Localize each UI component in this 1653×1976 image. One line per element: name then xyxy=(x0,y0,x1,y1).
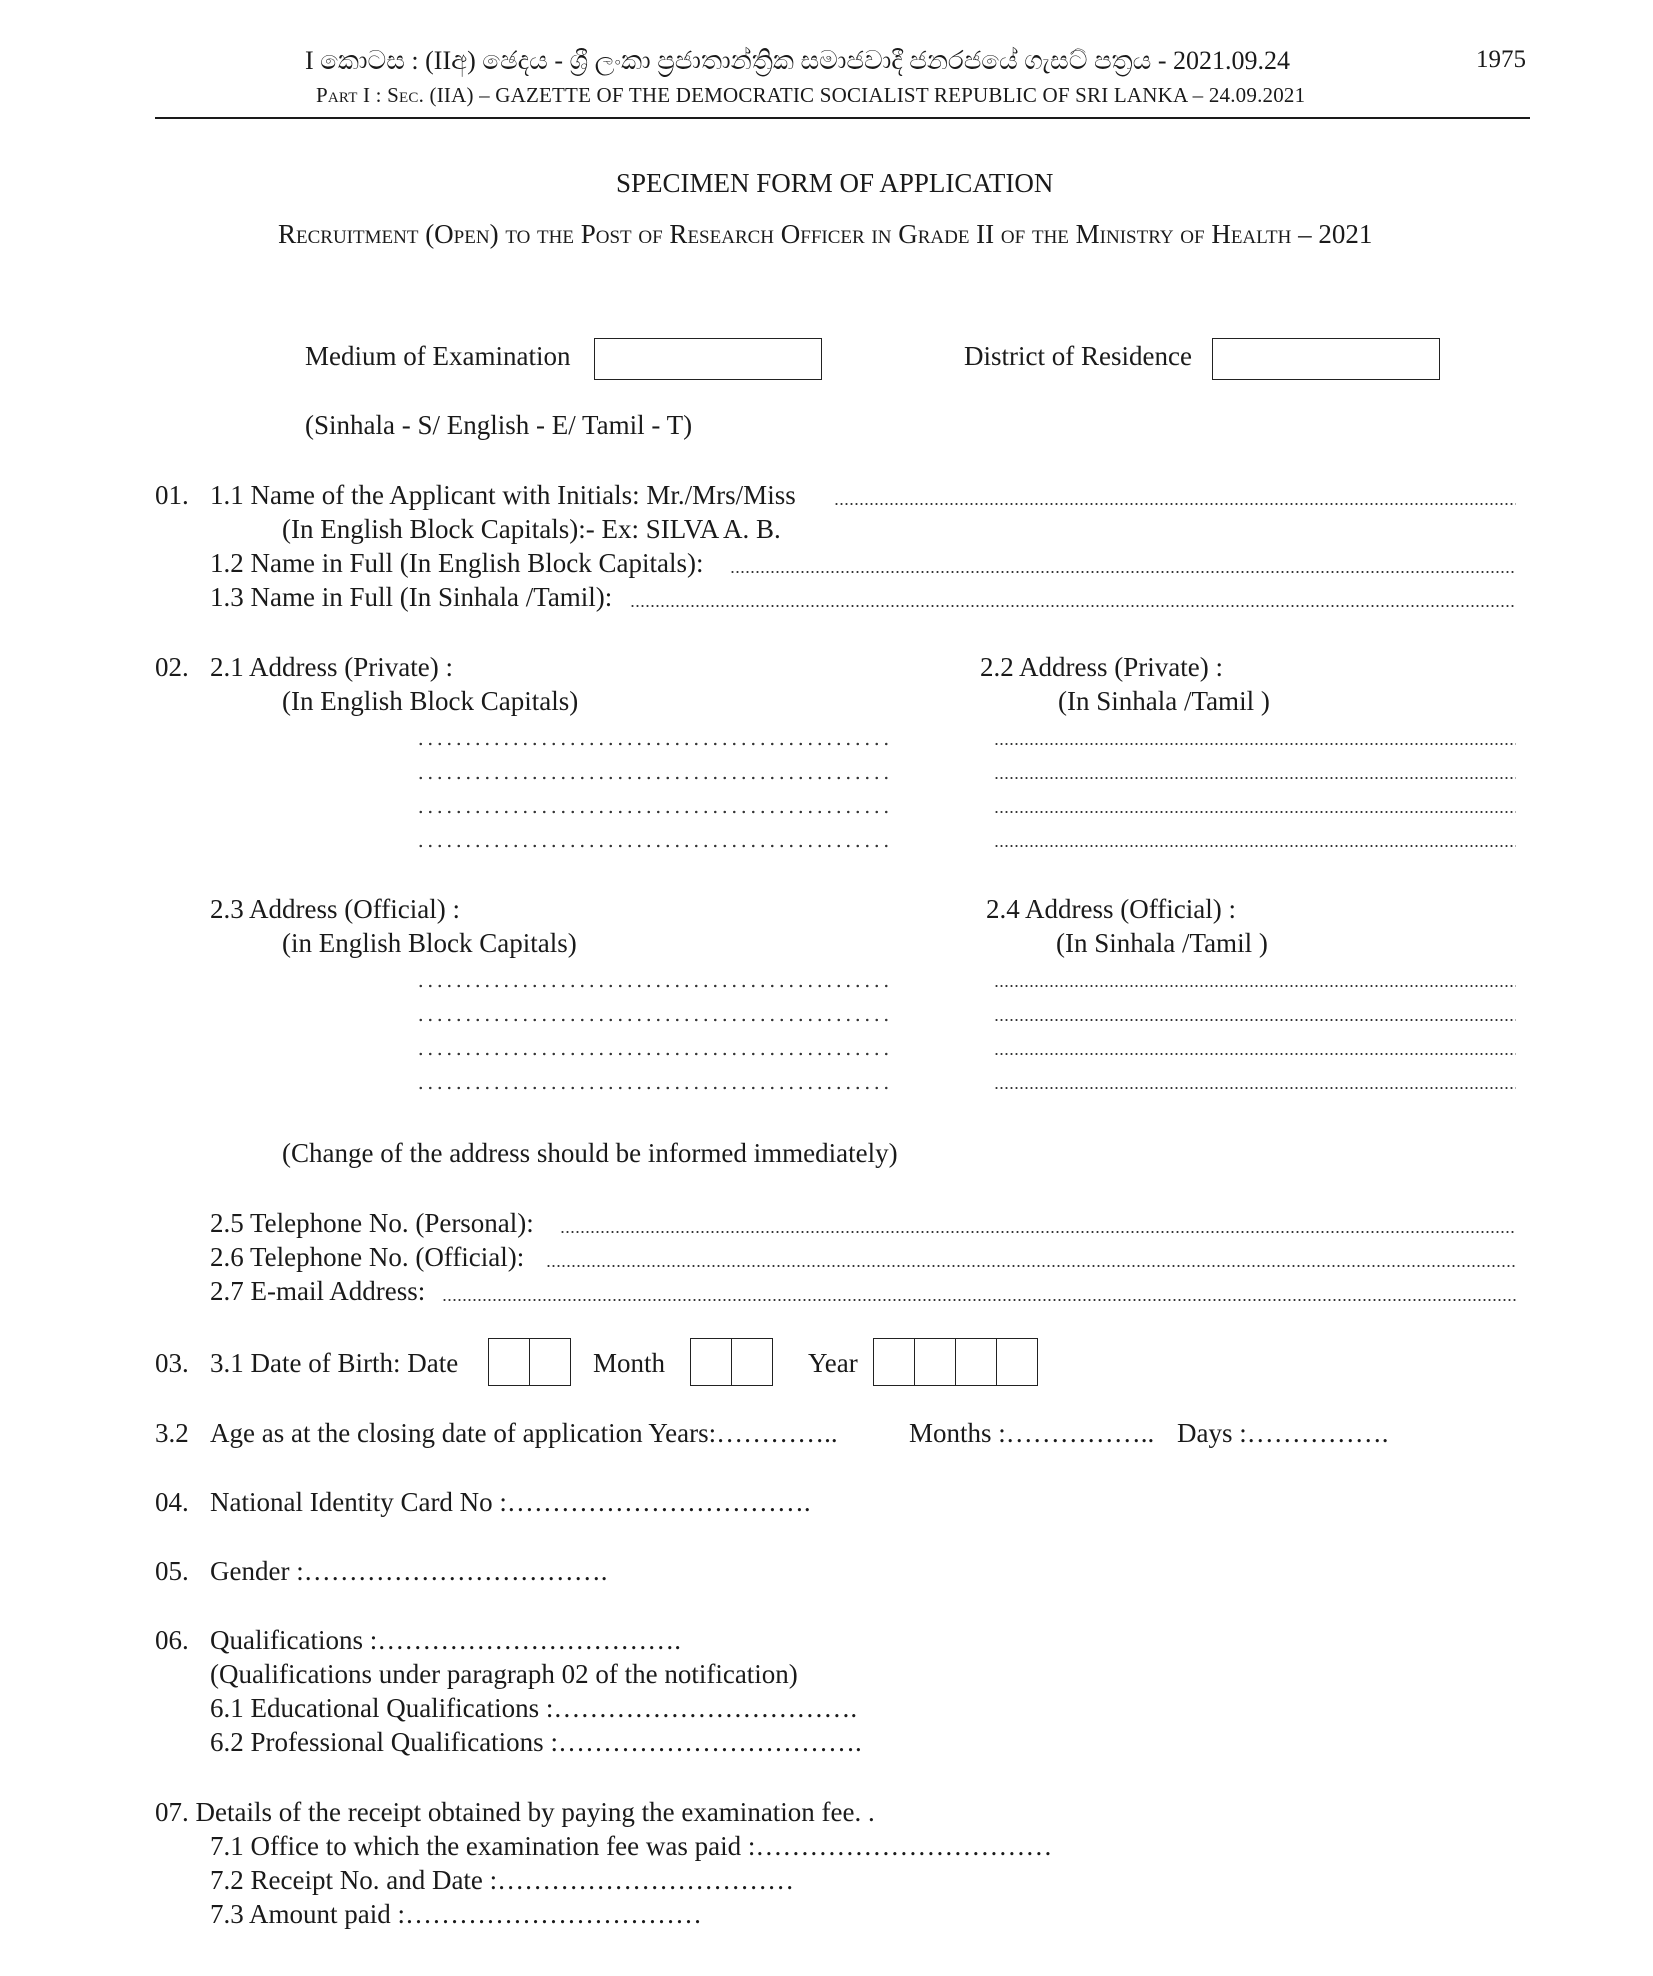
dob-year-cell[interactable] xyxy=(915,1339,956,1385)
dob-month-boxes[interactable] xyxy=(690,1338,773,1386)
q1-2-label: 1.2 Name in Full (In English Block Capitals): xyxy=(210,548,704,578)
q1-3-fill-line[interactable] xyxy=(630,604,1516,608)
q2-3-address-line-2[interactable] xyxy=(416,1018,890,1022)
q2-6-fill-line[interactable] xyxy=(546,1264,1516,1268)
dob-month-cell[interactable] xyxy=(732,1339,772,1385)
q3-2-age-years[interactable]: Age as at the closing date of application Years:………….. xyxy=(210,1418,838,1448)
q2-4-address-line-4[interactable] xyxy=(994,1086,1516,1090)
q2-1-address-line-1[interactable] xyxy=(416,742,890,746)
q2-2-address-line-2[interactable] xyxy=(994,776,1516,780)
medium-hint: (Sinhala - S/ English - E/ Tamil - T) xyxy=(305,410,693,440)
section-05-number: 05. xyxy=(155,1556,189,1586)
q2-4-address-line-2[interactable] xyxy=(994,1018,1516,1022)
medium-label: Medium of Examination xyxy=(305,341,571,371)
section-04-number: 04. xyxy=(155,1487,189,1517)
medium-input-box[interactable] xyxy=(594,338,822,380)
qualifications-field[interactable]: Qualifications :……………………………. xyxy=(210,1625,681,1655)
dob-year-label: Year xyxy=(808,1348,858,1378)
dob-year-cell[interactable] xyxy=(997,1339,1037,1385)
q3-2-number: 3.2 xyxy=(155,1418,189,1448)
dob-date-cell[interactable] xyxy=(530,1339,570,1385)
q2-4-label: 2.4 Address (Official) : xyxy=(986,894,1236,924)
q7-2-receipt-field[interactable]: 7.2 Receipt No. and Date :…………………………… xyxy=(210,1865,795,1895)
q2-7-label: 2.7 E-mail Address: xyxy=(210,1276,426,1306)
q2-1-address-line-4[interactable] xyxy=(416,844,890,848)
q2-5-label: 2.5 Telephone No. (Personal): xyxy=(210,1208,534,1238)
address-change-note: (Change of the address should be informed immediately) xyxy=(282,1138,898,1168)
gender-field[interactable]: Gender :……………………………. xyxy=(210,1556,608,1586)
q3-2-age-months[interactable]: Months :…………….. xyxy=(909,1418,1155,1448)
q2-3-label: 2.3 Address (Official) : xyxy=(210,894,460,924)
q2-3-address-line-1[interactable] xyxy=(416,984,890,988)
q2-1-address-line-2[interactable] xyxy=(416,776,890,780)
dob-year-cell[interactable] xyxy=(956,1339,997,1385)
q2-1-label: 2.1 Address (Private) : xyxy=(210,652,453,682)
q7-3-amount-field[interactable]: 7.3 Amount paid :…………………………… xyxy=(210,1899,702,1929)
q6-2-professional-field[interactable]: 6.2 Professional Qualifications :……………………………. xyxy=(210,1727,862,1757)
q1-3-label: 1.3 Name in Full (In Sinhala /Tamil): xyxy=(210,582,613,612)
q1-1-label: 1.1 Name of the Applicant with Initials: Mr./Mrs/Miss xyxy=(210,480,796,510)
form-title: SPECIMEN FORM OF APPLICATION xyxy=(616,168,1054,198)
district-input-box[interactable] xyxy=(1212,338,1440,380)
q7-1-office-field[interactable]: 7.1 Office to which the examination fee was paid :…………………………… xyxy=(210,1831,1053,1861)
header-english-line: Part I : Sec. (IIA) – GAZETTE OF THE DEMOCRATIC SOCIALIST REPUBLIC OF SRI LANKA – 24.09.2021 xyxy=(316,83,1306,107)
dob-month-cell[interactable] xyxy=(691,1339,732,1385)
q6-1-educational-field[interactable]: 6.1 Educational Qualifications :……………………………. xyxy=(210,1693,858,1723)
q2-2-address-line-1[interactable] xyxy=(994,742,1516,746)
q2-2-label: 2.2 Address (Private) : xyxy=(980,652,1223,682)
section-01-number: 01. xyxy=(155,480,189,510)
dob-month-label: Month xyxy=(593,1348,666,1378)
q2-4-hint: (In Sinhala /Tamil ) xyxy=(1056,928,1268,958)
q1-2-fill-line[interactable] xyxy=(730,570,1516,574)
nic-number-field[interactable]: National Identity Card No :……………………………. xyxy=(210,1487,811,1517)
q2-2-hint: (In Sinhala /Tamil ) xyxy=(1058,686,1270,716)
q2-1-hint: (In English Block Capitals) xyxy=(282,686,579,716)
q2-1-address-line-3[interactable] xyxy=(416,810,890,814)
q1-1-fill-line[interactable] xyxy=(834,502,1516,506)
qualifications-hint: (Qualifications under paragraph 02 of the notification) xyxy=(210,1659,798,1689)
q1-1-hint: (In English Block Capitals):- Ex: SILVA A. B. xyxy=(282,514,781,544)
dob-year-cell[interactable] xyxy=(874,1339,915,1385)
q2-2-address-line-4[interactable] xyxy=(994,844,1516,848)
q2-4-address-line-1[interactable] xyxy=(994,984,1516,988)
page-number: 1975 xyxy=(1476,46,1526,73)
dob-date-boxes[interactable] xyxy=(488,1338,571,1386)
form-subtitle: Recruitment (Open) to the Post of Research Officer in Grade II of the Ministry of Health – 2021 xyxy=(278,219,1373,249)
q2-7-fill-line[interactable] xyxy=(442,1298,1516,1302)
header-sinhala-line: I කොටස : (IIඅ) ඡෙදය - ශ්‍රී ලංකා ප්‍රජාතාන්ත්‍රික සමාජවාදී ජනරජයේ ගැසට් පත්‍රය - 2021.09.24 xyxy=(305,46,1291,75)
dob-year-boxes[interactable] xyxy=(873,1338,1038,1386)
q2-2-address-line-3[interactable] xyxy=(994,810,1516,814)
section-02-number: 02. xyxy=(155,652,189,682)
q2-6-label: 2.6 Telephone No. (Official): xyxy=(210,1242,525,1272)
q2-3-hint: (in English Block Capitals) xyxy=(282,928,577,958)
section-07-label: 07. Details of the receipt obtained by paying the examination fee. . xyxy=(155,1797,875,1827)
q3-1-label: 3.1 Date of Birth: Date xyxy=(210,1348,459,1378)
district-label: District of Residence xyxy=(964,341,1192,371)
section-06-number: 06. xyxy=(155,1625,189,1655)
q2-5-fill-line[interactable] xyxy=(560,1230,1516,1234)
q2-3-address-line-3[interactable] xyxy=(416,1052,890,1056)
q2-4-address-line-3[interactable] xyxy=(994,1052,1516,1056)
dob-date-cell[interactable] xyxy=(489,1339,530,1385)
q2-3-address-line-4[interactable] xyxy=(416,1086,890,1090)
q3-2-age-days[interactable]: Days :……………. xyxy=(1177,1418,1389,1448)
section-03-number: 03. xyxy=(155,1348,189,1378)
header-rule xyxy=(155,117,1530,119)
